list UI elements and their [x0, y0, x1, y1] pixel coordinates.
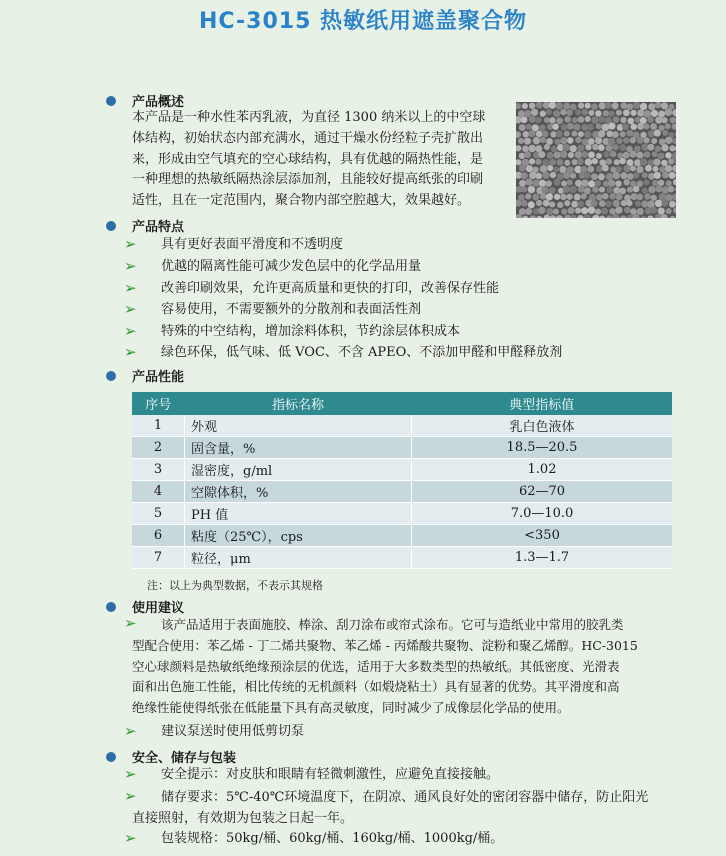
text-line: 面和出色施工性能，相比传统的无机颜料（如煅烧粘土）具有显著的优势。其平滑度和高	[132, 679, 620, 695]
table-cell: 1	[132, 415, 185, 437]
text-line: 本产品是一种水性苯丙乳液，为直径 1300 纳米以上的中空球	[132, 110, 486, 125]
table-header: 指标名称	[185, 392, 412, 415]
text-line: 储存要求：5℃-40℃环境温度下，在阴凉、通风良好处的密闭容器中储存，防止阳光	[161, 790, 649, 805]
table-cell: 5	[132, 503, 185, 525]
table-cell: 18.5—20.5	[412, 437, 673, 459]
chevron-arrow-icon: ➢	[124, 322, 137, 340]
table-row	[132, 525, 672, 547]
microscope-image	[516, 102, 676, 218]
feature-item: 绿色环保，低气味、低 VOC、不含 APEO、不添加甲醛和甲醛释放剂	[161, 345, 563, 360]
table-row	[132, 437, 672, 459]
table-cell: 62—70	[412, 481, 673, 503]
section-label: 使用建议	[132, 601, 185, 616]
table-cell: 4	[132, 481, 185, 503]
table-cell: 7.0—10.0	[412, 503, 673, 525]
storage-text	[132, 788, 692, 830]
feature-item: 改善印刷效果，允许更高质量和更快的打印，改善保存性能	[161, 281, 500, 296]
chevron-arrow-icon: ➢	[124, 279, 137, 297]
table-cell: 空隙体积，%	[185, 481, 412, 503]
circle-bullet-icon	[106, 602, 116, 612]
circle-bullet-icon	[106, 96, 116, 106]
usage-text	[132, 615, 692, 719]
section-usage	[106, 597, 184, 616]
text-line: 型配合使用：苯乙烯 - 丁二烯共聚物、苯乙烯 - 丙烯酸共聚物、淀粉和聚乙烯醇。HC-3015	[132, 637, 638, 653]
section-label: 产品特点	[132, 220, 185, 235]
circle-bullet-icon	[106, 221, 116, 231]
circle-bullet-icon	[106, 752, 116, 762]
section-label: 产品性能	[132, 370, 185, 385]
table-cell: 乳白色液体	[412, 415, 673, 437]
chevron-arrow-icon: ➢	[124, 722, 137, 740]
chevron-arrow-icon: ➢	[124, 300, 137, 318]
text-line: 一种理想的热敏纸隔热涂层添加剂，且能较好提高纸张的印刷	[132, 172, 484, 188]
section-label: 产品概述	[132, 95, 185, 110]
chevron-arrow-icon: ➢	[124, 257, 137, 275]
table-cell: 固含量，%	[185, 437, 412, 459]
table-cell: PH 值	[185, 503, 412, 525]
text-line: 来，形成由空气填充的空心球结构，具有优越的隔热性能，是	[132, 151, 484, 167]
table-row	[132, 459, 672, 481]
feature-item: 具有更好表面平滑度和不透明度	[161, 237, 344, 252]
page-title: HC-3015 热敏纸用遮盖聚合物	[198, 9, 528, 34]
feature-item: 优越的隔离性能可减少发色层中的化学品用量	[161, 259, 422, 274]
microsphere-pattern	[516, 102, 676, 218]
section-performance	[106, 366, 184, 385]
chevron-arrow-icon: ➢	[124, 765, 137, 783]
text-line: 适性，且在一定范围内，聚合物内部空腔越大，效果越好。	[132, 193, 471, 209]
chevron-arrow-icon: ➢	[124, 614, 137, 632]
text-line: 直接照射，有效期为包装之日起一年。	[132, 810, 354, 826]
performance-table	[132, 392, 672, 569]
table-cell: 1.02	[412, 459, 673, 481]
table-cell: 6	[132, 525, 185, 547]
table-cell: 外观	[185, 415, 412, 437]
table-row	[132, 415, 672, 437]
text-line: 体结构，初始状态内部充满水，通过干燥水份经粒子壳扩散出	[132, 130, 484, 146]
packaging-note: 包装规格：50kg/桶、60kg/桶、160kg/桶、1000kg/桶。	[161, 831, 504, 846]
chevron-arrow-icon: ➢	[124, 343, 137, 361]
table-row	[132, 503, 672, 525]
section-safety	[106, 747, 236, 766]
chevron-arrow-icon: ➢	[124, 787, 137, 805]
feature-item: 容易使用，不需要额外的分散剂和表面活性剂	[161, 302, 422, 317]
safety-note: 安全提示：对皮肤和眼睛有轻微刺激性，应避免直接接触。	[161, 767, 500, 782]
table-cell: 2	[132, 437, 185, 459]
section-label: 安全、储存与包装	[132, 751, 237, 766]
text-line: 空心球颜料是热敏纸绝缘预涂层的优选，适用于大多数类型的热敏纸。其低密度、光滑表	[132, 658, 620, 674]
table-cell: 粒径，μm	[185, 547, 412, 569]
table-header: 序号	[132, 392, 185, 415]
chevron-arrow-icon: ➢	[124, 235, 137, 253]
text-line: 该产品适用于表面施胶、棒涂、刮刀涂布或帘式涂布。它可与造纸业中常用的胶乳类	[161, 617, 624, 632]
overview-text	[132, 108, 512, 212]
circle-bullet-icon	[106, 371, 116, 381]
text-line: 绝缘性能使得纸张在低能量下具有高灵敏度，同时减少了成像层化学品的使用。	[132, 700, 570, 716]
table-row	[132, 481, 672, 503]
table-cell: 1.3—1.7	[412, 547, 673, 569]
section-features	[106, 216, 184, 235]
usage-tip: 建议泵送时使用低剪切泵	[161, 724, 305, 739]
chevron-arrow-icon: ➢	[124, 829, 137, 847]
table-row	[132, 547, 672, 569]
table-cell: 3	[132, 459, 185, 481]
table-cell: 湿密度，g/ml	[185, 459, 412, 481]
table-cell: 7	[132, 547, 185, 569]
table-note: 注：以上为典型数据，不表示其规格	[147, 579, 323, 592]
table-header: 典型指标值	[412, 392, 673, 415]
table-cell: 粘度（25℃），cps	[185, 525, 412, 547]
feature-item: 特殊的中空结构，增加涂料体积，节约涂层体积成本	[161, 324, 461, 339]
table-cell: <350	[412, 525, 673, 547]
